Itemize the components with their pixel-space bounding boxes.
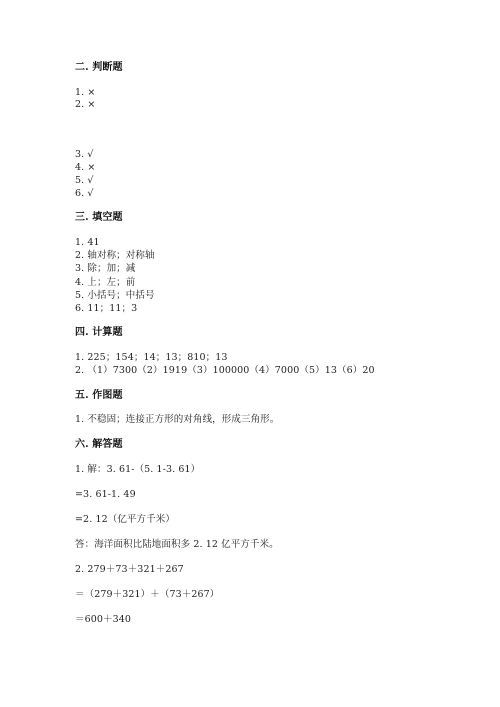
judge-answer-6: 6. √	[75, 188, 94, 199]
judge-answer-1: 1. ×	[75, 87, 96, 98]
solve-line-5: 2. 279＋73＋321＋267	[75, 564, 184, 575]
section-heading-draw: 五. 作图题	[75, 390, 123, 401]
fill-answer-6: 6. 11；11；3	[75, 303, 138, 314]
section-heading-judge: 二. 判断题	[75, 62, 123, 73]
section-heading-solve: 六. 解答题	[75, 439, 123, 450]
solve-line-3: =2. 12（亿平方千米）	[75, 514, 175, 525]
solve-line-7: ＝600＋340	[75, 614, 132, 625]
solve-line-1: 1. 解：3. 61-（5. 1-3. 61）	[75, 464, 201, 475]
judge-answer-3: 3. √	[75, 149, 94, 160]
solve-line-2: =3. 61-1. 49	[75, 489, 136, 500]
calc-answer-2: 2. （1）7300（2）1919（3）100000（4）7000（5）13（6）20	[75, 365, 375, 376]
judge-answer-5: 5. √	[75, 175, 94, 186]
calc-answer-1: 1. 225；154；14；13；810；13	[75, 352, 228, 363]
fill-answer-4: 4. 上；左；前	[75, 277, 136, 288]
judge-answer-4: 4. ×	[75, 162, 96, 173]
draw-answer-1: 1. 不稳固；连接正方形的对角线，形成三角形。	[75, 414, 280, 425]
fill-answer-2: 2. 轴对称；对称轴	[75, 250, 155, 261]
fill-answer-1: 1. 41	[75, 237, 100, 248]
fill-answer-3: 3. 除；加；减	[75, 263, 136, 274]
section-heading-calc: 四. 计算题	[75, 327, 123, 338]
judge-answer-2: 2. ×	[75, 99, 96, 110]
section-heading-fill: 三. 填空题	[75, 212, 123, 223]
fill-answer-5: 5. 小括号；中括号	[75, 290, 155, 301]
solve-line-6: ＝（279＋321）＋（73＋267）	[75, 589, 220, 600]
solve-conclusion: 答：海洋面积比陆地面积多 2. 12 亿平方千米。	[75, 539, 279, 550]
